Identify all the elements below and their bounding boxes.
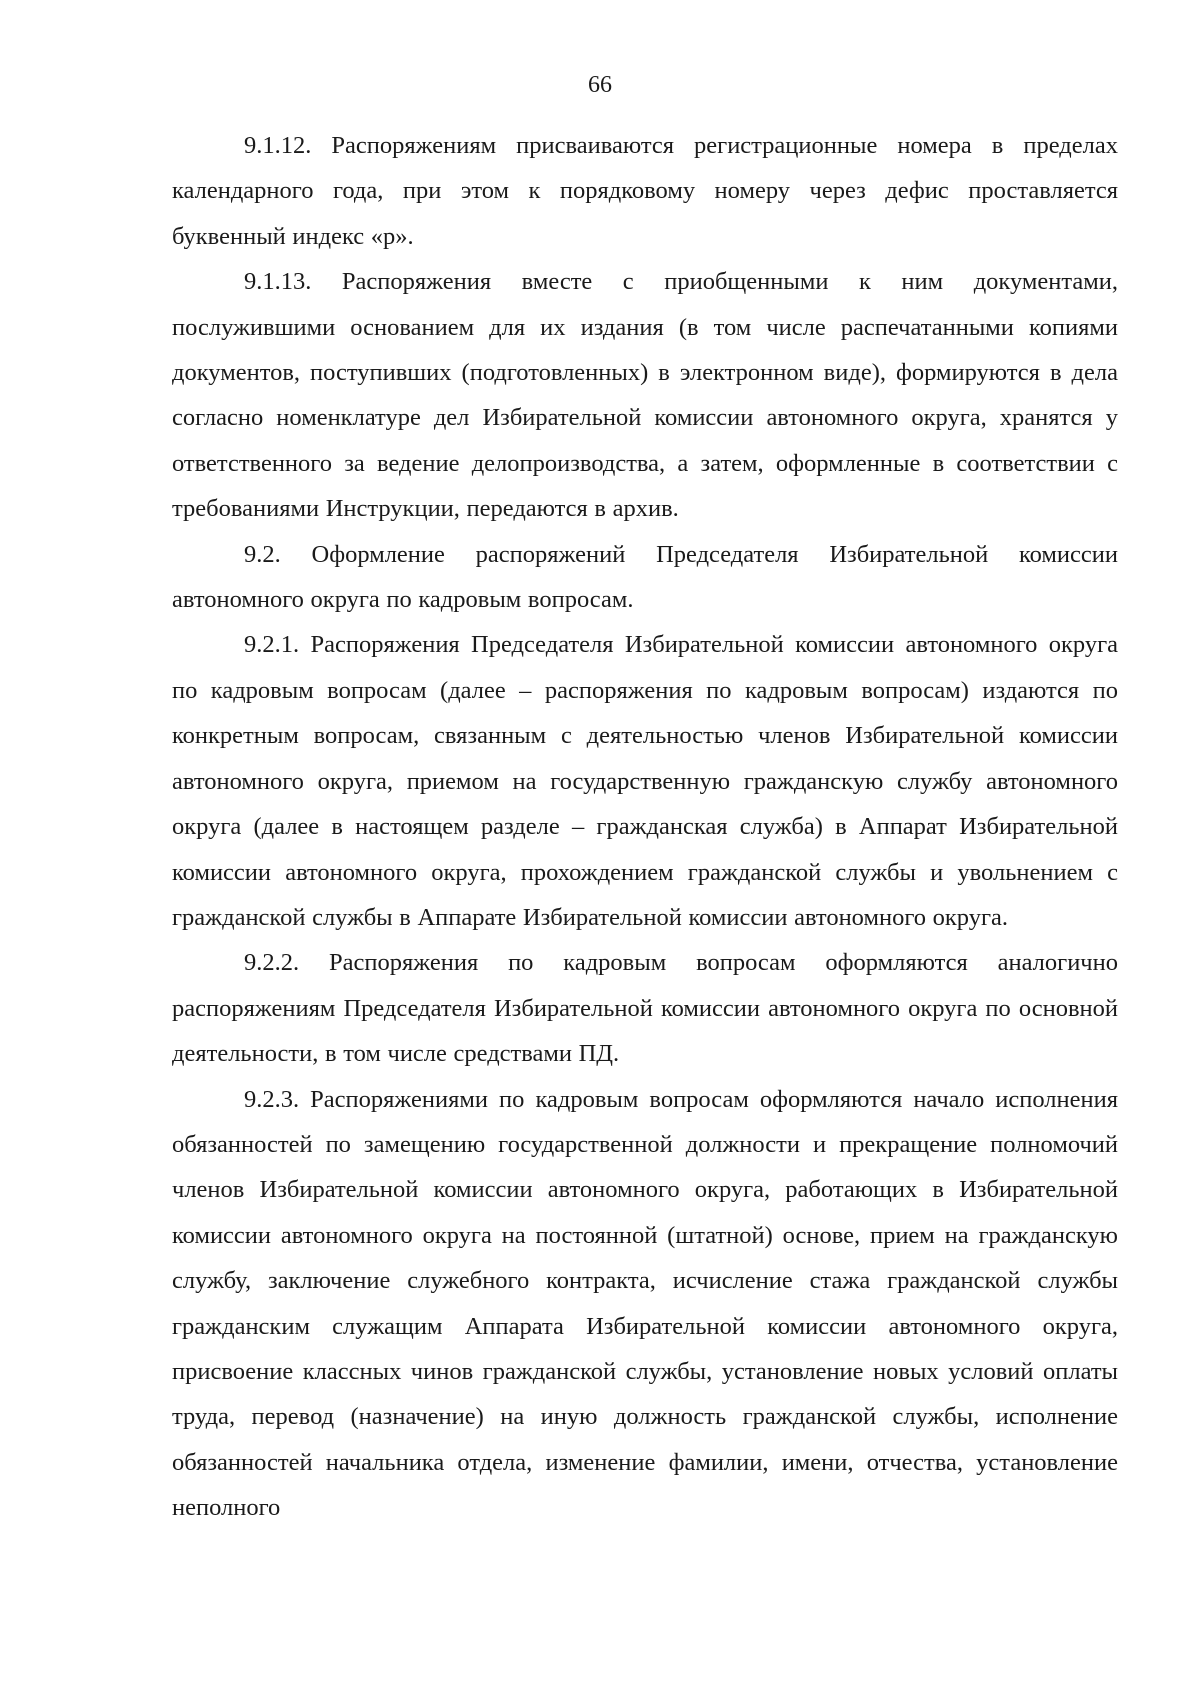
paragraph-9-2-1: 9.2.1. Распоряжения Председателя Избирательной комиссии автономного округа по кадровым вопросам (далее – распоряжения по кадровым вопросам) издаются по конкретным вопросам, связанным с деятельностью членов Избирательной комиссии автономного округа, приемом на государственную гражданскую службу автономного округа (далее в настоящем разделе – гражданская служба) в Аппарат Избирательной комиссии автономного округа, прохождением гражданской службы и увольнением с гражданской службы в Аппарате Избирательной комиссии автономного округа. — [172, 631, 1118, 931]
paragraph-9-1-12: 9.1.12. Распоряжениям присваиваются регистрационные номера в пределах календарного года, при этом к порядковому номеру через дефис проставляется буквенный индекс «р». — [172, 132, 1118, 250]
paragraph-9-1-13: 9.1.13. Распоряжения вместе с приобщенными к ним документами, послужившими основанием для их издания (в том числе распечатанными копиями документов, поступивших (подготовленных) в электронном виде), формируются в дела согласно номенклатуре дел Избирательной комиссии автономного округа, хранятся у ответственного за ведение делопроизводства, а затем, оформленные в соответствии с требованиями Инструкции, передаются в архив. — [172, 268, 1118, 523]
page-number: 66 — [588, 72, 612, 98]
document-body — [172, 123, 1118, 1531]
paragraph-9-2: 9.2. Оформление распоряжений Председателя Избирательной комиссии автономного округа по кадровым вопросам. — [172, 540, 1118, 614]
paragraph-9-2-3: 9.2.3. Распоряжениями по кадровым вопросам оформляются начало исполнения обязанностей по замещению государственной должности и прекращение полномочий членов Избирательной комиссии автономного округа, работающих в Избирательной комиссии автономного округа на постоянной (штатной) основе, прием на гражданскую службу, заключение служебного контракта, исчисление стажа гражданской службы гражданским служащим Аппарата Избирательной комиссии автономного округа, присвоение классных чинов гражданской службы, установление новых условий оплаты труда, перевод (назначение) на иную должность гражданской службы, исполнение обязанностей начальника отдела, изменение фамилии, имени, отчества, установление неполного — [172, 1085, 1118, 1522]
paragraph-9-2-2: 9.2.2. Распоряжения по кадровым вопросам оформляются аналогично распоряжениям Председателя Избирательной комиссии автономного округа по основной деятельности, в том числе средствами ПД. — [172, 949, 1118, 1068]
